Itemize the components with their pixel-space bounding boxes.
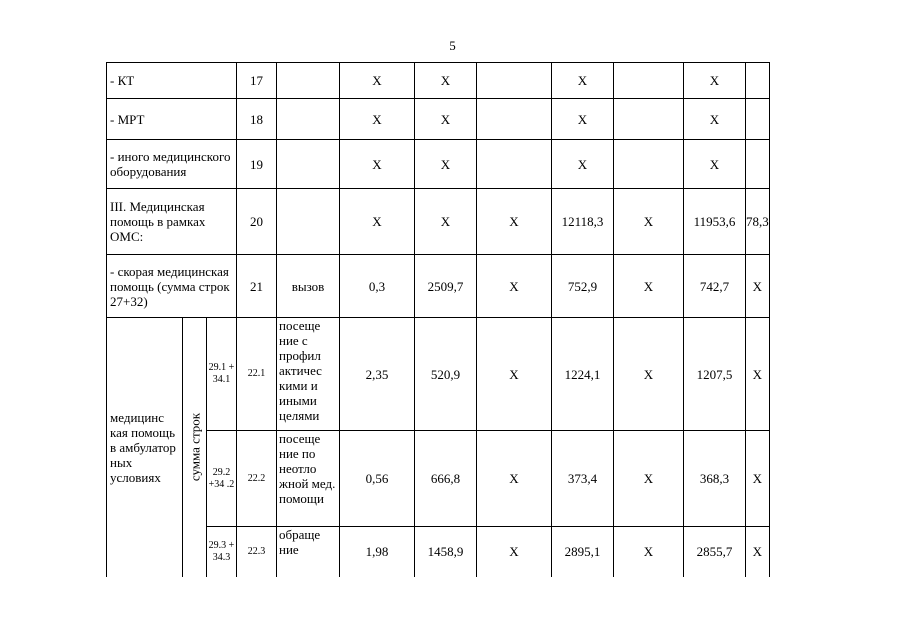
value-cell: 2,35 bbox=[340, 318, 415, 431]
value-cell: 373,4 bbox=[552, 431, 614, 527]
value-cell bbox=[477, 99, 552, 140]
source-rows-ref: 29.3 + 34.3 bbox=[207, 527, 237, 577]
value-cell: 78,3 bbox=[746, 189, 770, 255]
source-rows-ref: 29.2 +34 .2 bbox=[207, 431, 237, 527]
value-cell: 1458,9 bbox=[415, 527, 477, 577]
row-name: III. Медицинская помощь в рамках ОМС: bbox=[107, 189, 237, 255]
value-cell bbox=[477, 63, 552, 99]
value-cell: X bbox=[340, 189, 415, 255]
table-row bbox=[107, 318, 770, 431]
value-cell: X bbox=[746, 431, 770, 527]
value-cell: X bbox=[415, 63, 477, 99]
value-cell: X bbox=[477, 255, 552, 318]
sum-of-rows-label bbox=[183, 318, 207, 577]
medical-care-table bbox=[106, 62, 770, 577]
unit-cell bbox=[277, 189, 340, 255]
row-number: 19 bbox=[237, 140, 277, 189]
value-cell: 11953,6 bbox=[684, 189, 746, 255]
row-name: медицинс кая помощь в амбулатор ных условиях bbox=[107, 318, 183, 577]
value-cell: X bbox=[684, 63, 746, 99]
source-rows-ref: 29.1 + 34.1 bbox=[207, 318, 237, 431]
value-cell: X bbox=[552, 99, 614, 140]
unit-cell: вызов bbox=[277, 255, 340, 318]
unit-cell: обраще ние bbox=[277, 527, 340, 577]
page-number: 5 bbox=[449, 38, 456, 53]
value-cell: 2509,7 bbox=[415, 255, 477, 318]
value-cell: X bbox=[552, 63, 614, 99]
value-cell: 2855,7 bbox=[684, 527, 746, 577]
row-name: - скорая медицинская помощь (сумма строк 27+32) bbox=[107, 255, 237, 318]
value-cell: X bbox=[477, 431, 552, 527]
table-row bbox=[107, 63, 770, 99]
value-cell: 368,3 bbox=[684, 431, 746, 527]
sum-of-rows-text: сумма строк bbox=[187, 413, 202, 482]
value-cell: 0,3 bbox=[340, 255, 415, 318]
value-cell bbox=[746, 63, 770, 99]
value-cell bbox=[614, 140, 684, 189]
table-row bbox=[107, 189, 770, 255]
row-name: - МРТ bbox=[107, 99, 237, 140]
value-cell bbox=[614, 99, 684, 140]
row-name: - КТ bbox=[107, 63, 237, 99]
value-cell: X bbox=[684, 99, 746, 140]
value-cell: 1224,1 bbox=[552, 318, 614, 431]
value-cell: 1,98 bbox=[340, 527, 415, 577]
value-cell: X bbox=[340, 99, 415, 140]
row-number: 20 bbox=[237, 189, 277, 255]
value-cell: X bbox=[746, 255, 770, 318]
value-cell bbox=[746, 99, 770, 140]
value-cell: 742,7 bbox=[684, 255, 746, 318]
value-cell: 1207,5 bbox=[684, 318, 746, 431]
value-cell: X bbox=[340, 140, 415, 189]
value-cell: X bbox=[614, 189, 684, 255]
table-row bbox=[107, 140, 770, 189]
row-name: - иного медицинского оборудования bbox=[107, 140, 237, 189]
value-cell: X bbox=[746, 318, 770, 431]
table-row bbox=[107, 99, 770, 140]
value-cell: X bbox=[614, 431, 684, 527]
value-cell: X bbox=[477, 189, 552, 255]
unit-cell bbox=[277, 63, 340, 99]
row-number: 21 bbox=[237, 255, 277, 318]
value-cell: 2895,1 bbox=[552, 527, 614, 577]
table-row bbox=[107, 255, 770, 318]
value-cell: 12118,3 bbox=[552, 189, 614, 255]
row-number: 17 bbox=[237, 63, 277, 99]
row-number: 18 bbox=[237, 99, 277, 140]
value-cell: X bbox=[477, 527, 552, 577]
row-number: 22.2 bbox=[237, 431, 277, 527]
table-row bbox=[107, 431, 770, 527]
unit-cell: посеще ние по неотло жной мед. помощи bbox=[277, 431, 340, 527]
value-cell: 520,9 bbox=[415, 318, 477, 431]
value-cell: X bbox=[614, 255, 684, 318]
value-cell: 0,56 bbox=[340, 431, 415, 527]
unit-cell: посеще ние с профил актичес кими и иными целями bbox=[277, 318, 340, 431]
value-cell: X bbox=[552, 140, 614, 189]
value-cell: X bbox=[746, 527, 770, 577]
row-number: 22.3 bbox=[237, 527, 277, 577]
table-row bbox=[107, 527, 770, 577]
row-number: 22.1 bbox=[237, 318, 277, 431]
value-cell: X bbox=[684, 140, 746, 189]
unit-cell bbox=[277, 140, 340, 189]
value-cell: X bbox=[415, 189, 477, 255]
value-cell: X bbox=[340, 63, 415, 99]
value-cell: 752,9 bbox=[552, 255, 614, 318]
value-cell: 666,8 bbox=[415, 431, 477, 527]
value-cell bbox=[614, 63, 684, 99]
value-cell: X bbox=[614, 527, 684, 577]
value-cell bbox=[746, 140, 770, 189]
value-cell: X bbox=[614, 318, 684, 431]
value-cell: X bbox=[415, 99, 477, 140]
value-cell bbox=[477, 140, 552, 189]
value-cell: X bbox=[477, 318, 552, 431]
value-cell: X bbox=[415, 140, 477, 189]
unit-cell bbox=[277, 99, 340, 140]
